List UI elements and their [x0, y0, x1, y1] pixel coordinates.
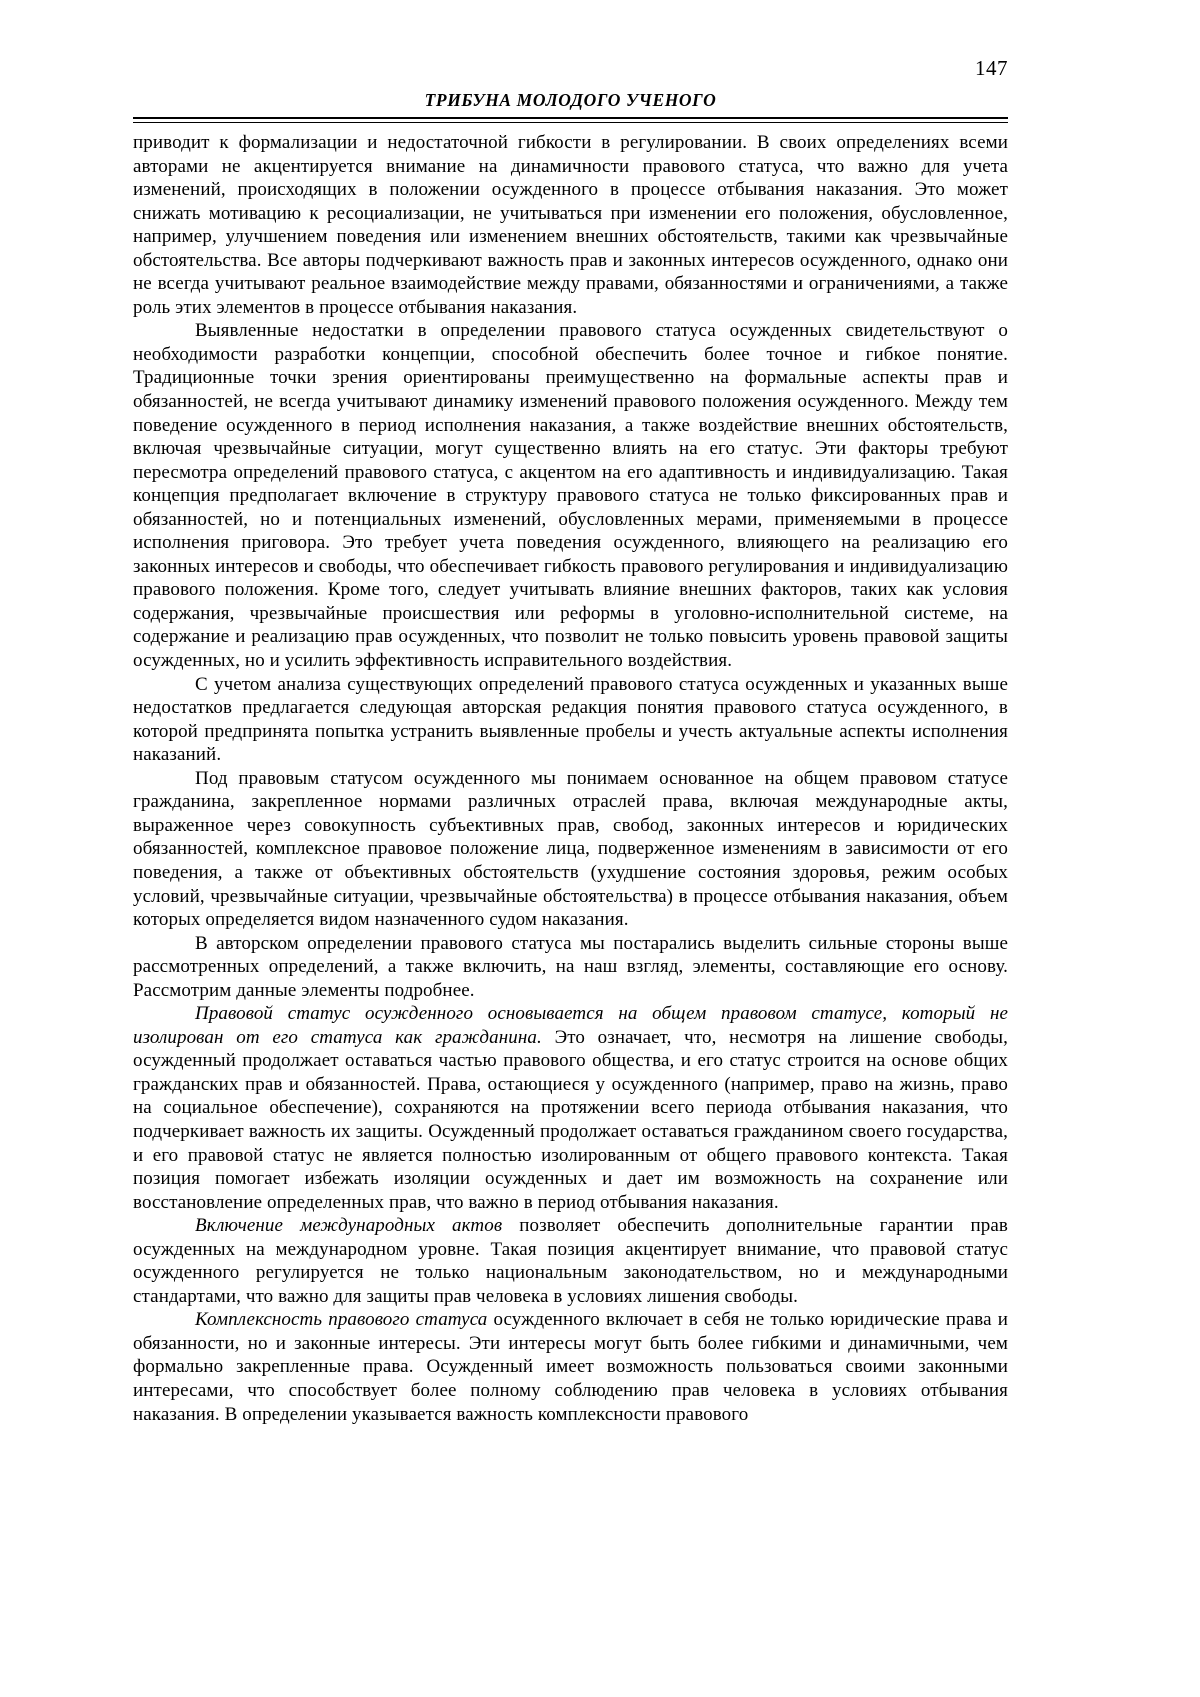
article-body — [133, 131, 1008, 1426]
text-segment: Это означает, что, несмотря на лишение свободы, осужденный продолжает оставаться частью правового общества, и его статус строится на основе общих гражданских прав и обязанностей. Права, остающиеся у осужденного (например, право на жизнь, право на социальное обеспечение), сохраняются на протяжении всего периода отбывания наказания, что подчеркивает важность их защиты. Осужденный продолжает оставаться гражданином своего государства, и его правовой статус не является полностью изолированным от общего правового контекста. Такая позиция помогает избежать изоляции осужденных и дает им возможность на сохранение или восстановление определенных прав, что важно в период отбывания наказания. — [133, 1026, 1008, 1213]
text-segment: Под правовым статусом осужденного мы понимаем основанное на общем правовом статусе гражданина, закрепленное нормами различных отраслей права, включая международные акты, выраженное через совокупность субъективных прав, свобод, законных интересов и юридических обязанностей, комплексное правовое положение лица, подверженное изменениям в зависимости от его поведения, а также от объективных обстоятельств (ухудшение состояния здоровья, режим особых условий, чрезвычайные ситуации, чрезвычайные обстоятельства) в процессе отбывания наказания, объем которых определяется видом назначенного судом наказания. — [133, 767, 1008, 931]
paragraph — [133, 131, 1008, 319]
text-segment-italic: Включение международных актов — [195, 1215, 503, 1237]
running-head: ТРИБУНА МОЛОДОГО УЧЕНОГО — [424, 90, 717, 110]
paragraph — [133, 1214, 1008, 1308]
paragraph — [133, 319, 1008, 672]
text-segment: осужденного включает в себя не только юридические права и обязанности, но и законные интересы. Эти интересы могут быть более гибкими и динамичными, чем формально закрепленные права. Осужденный имеет возможность пользоваться своими законными интересами, что способствует более полному соблюдению прав человека в условиях отбывания наказания. В определении указывается важность комплексности правового — [133, 1309, 1009, 1425]
text-segment: позволяет обеспечить дополнительные гарантии прав осужденных на международном уровне. Такая позиция акцентирует внимание, что правовой статус осужденного регулируется не только национальным законодательством, но и международными стандартами, что важно для защиты прав человека в условиях лишения свободы. — [133, 1215, 1008, 1307]
text-segment: приводит к формализации и недостаточной гибкости в регулировании. В своих определениях всеми авторами не акцентируется внимание на динамичности правового статуса, что важно для учета изменений, происходящих в положении осужденного в процессе отбывания наказания. Это может снижать мотивацию к ресоциализации, не учитываться при изменении его положения, обусловленное, например, улучшением поведения или изменением внешних обстоятельств, такими как чрезвычайные обстоятельства. Все авторы подчеркивают важность прав и законных интересов осужденного, однако они не всегда учитывают реальное взаимодействие между правами, обязанностями и ограничениями, а также роль этих элементов в процессе отбывания наказания. — [133, 132, 1008, 318]
text-segment-italic: Комплексность правового статуса — [195, 1309, 488, 1331]
paragraph — [133, 767, 1008, 932]
text-segment-italic: Правовой статус осужденного основывается на общем правовом статусе, который не изолирован от его статуса как гражданина. — [133, 1003, 1008, 1048]
paragraph — [133, 673, 1008, 767]
text-segment: С учетом анализа существующих определений правового статуса осужденных и указанных выше недостатков предлагается следующая авторская редакция понятия правового статуса осужденного, в которой предпринята попытка устранить выявленные пробелы и учесть актуальные аспекты исполнения наказаний. — [133, 673, 1008, 766]
paragraph — [133, 1308, 1008, 1426]
header-double-rule — [133, 117, 1008, 123]
text-segment: В авторском определении правового статуса мы постарались выделить сильные стороны выше рассмотренных определений, а также включить, на наш взгляд, элементы, составляющие его основу. Рассмотрим данные элементы подробнее. — [133, 932, 1008, 1001]
text-segment: Выявленные недостатки в определении правового статуса осужденных свидетельствуют о необходимости разработки концепции, способной обеспечить более точное и гибкое понятие. Традиционные точки зрения ориентированы преимущественно на формальные аспекты прав и обязанностей, не всегда учитывают динамику изменений правового положения осужденного. Между тем поведение осужденного в период исполнения наказания, а также воздействие внешних обстоятельств, включая чрезвычайные ситуации, могут существенно влиять на его статус. Эти факторы требуют пересмотра определений правового статуса, с акцентом на его адаптивность и индивидуализацию. Такая концепция предполагает включение в структуру правового статуса не только фиксированных прав и обязанностей, но и потенциальных изменений, обусловленных мерами, применяемыми в процессе исполнения приговора. Это требует учета поведения осужденного, влияющего на реализацию его законных интересов и свободы, что обеспечивает гибкость правового регулирования и индивидуализацию правового положения. Кроме того, следует учитывать влияние внешних факторов, таких как условия содержания, чрезвычайные происшествия или реформы в уголовно-исполнительной системе, на содержание и реализацию прав осужденных, что позволит не только повысить уровень правовой защиты осужденных, но и усилить эффективность исправительного воздействия. — [133, 320, 1008, 672]
paragraph — [133, 932, 1008, 1003]
page-number: 147 — [975, 56, 1008, 80]
paragraph — [133, 1002, 1008, 1214]
